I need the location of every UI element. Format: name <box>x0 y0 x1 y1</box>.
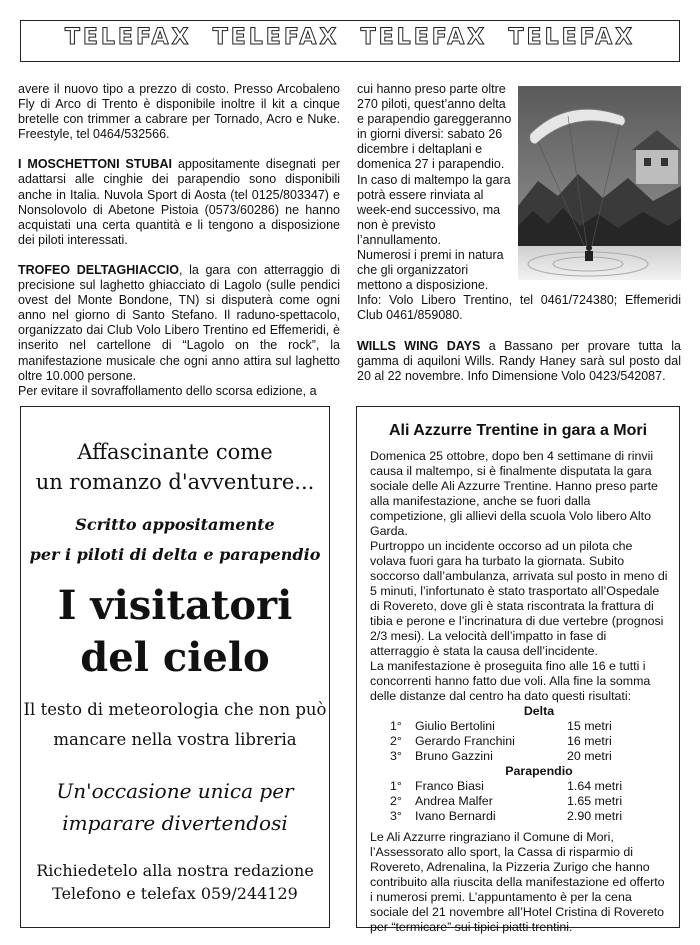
results-delta <box>370 719 668 764</box>
ad-description-line-1: Il testo di meteorologia che non può <box>23 700 327 719</box>
ad-intro-line-2: un romanzo d'avventure... <box>35 470 315 494</box>
result-row <box>370 794 668 809</box>
result-rank: 1° <box>390 719 402 733</box>
lead-trofeo: TROFEO DELTAGHIACCIO <box>18 262 180 277</box>
ad-contact-line-2: Telefono e telefax 059/244129 <box>52 884 298 903</box>
ad-occasion-line-2: imparare divertendosi <box>62 811 288 835</box>
book-advertisement <box>20 406 330 928</box>
left-column <box>18 82 340 399</box>
paragraph-wills <box>357 339 681 384</box>
result-value: 1.64 metri <box>567 779 623 793</box>
result-value: 15 metri <box>567 719 612 733</box>
paragraph-sovraffollamento: Per evitare il sovraffollamento dello scorsa edizione, a <box>18 383 317 398</box>
paragraph-premi: Numerosi i premi in natura che gli organizzatori mettono a disposizione. <box>357 248 504 293</box>
paraglider-photo-graphic <box>518 86 681 280</box>
news-title: Ali Azzurre Trentine in gara a Mori <box>388 422 648 439</box>
text-wills: a Bassano per provare tutta la gamma di aquiloni Wills. Randy Haney sarà sul posto dal 20 al 22 novembre. Info Dimensione Volo 0423/542087. <box>357 338 681 383</box>
ad-subtitle-line-2: per i piloti di delta e parapendio <box>29 545 321 564</box>
news-paragraph-4: Le Ali Azzurre ringraziano il Comune di Mori, l’Assessorato allo sport, la Cassa di risparmio di Rovereto, Adrenalina, la Pizzeria Zurigo che hanno contribuito alla riuscita della manifestazione ed offerto i numerosi premi. L’appuntamento è per la cena sociale del 21 novembre all’Hotel Cristina di Rovereto per “termicare” sui tipici piatti trentini. <box>370 830 665 934</box>
ad-intro-line-1: Affascinante come <box>77 440 273 464</box>
ad-description-line-2: mancare nella vostra libreria <box>53 730 297 749</box>
text-moschettoni: appositamente disegnati per adattarsi alle cinghie dei parapendio sono disponibili anche in Italia. Nuvola Sport di Aosta (tel 0125/803347) e Nonsolovolo di Abetone Pistoia (0573/60286) ne hanno acquistati una certa quantità e li tengono a disposizione dei piloti interessati. <box>18 157 340 247</box>
result-value: 16 metri <box>567 734 612 748</box>
result-row <box>370 734 668 749</box>
result-value: 2.90 metri <box>567 809 623 823</box>
lead-wills: WILLS WING DAYS <box>357 338 481 353</box>
result-rank: 3° <box>390 749 402 763</box>
paragraph-info: Info: Volo Libero Trentino, tel 0461/724380; Effemeridi Club 0461/859080. <box>357 293 681 323</box>
result-rank: 2° <box>390 734 402 748</box>
news-box <box>356 406 680 934</box>
result-value: 20 metri <box>567 749 612 763</box>
result-value: 1.65 metri <box>567 794 623 808</box>
result-name: Bruno Gazzini <box>415 749 493 763</box>
result-row <box>370 809 668 824</box>
news-paragraph-3: La manifestazione è proseguita fino alle 16 e tutti i concorrenti hanno fatto due voli. Alla fine la somma delle distanze dal centro ha dato questi risultati: <box>370 659 651 703</box>
telefax-banner <box>20 20 680 62</box>
result-name: Ivano Bernardi <box>415 809 496 823</box>
result-row <box>370 719 668 734</box>
ad-contact-line-1: Richiedetelo alla nostra redazione <box>36 861 314 880</box>
result-name: Andrea Malfer <box>415 794 493 808</box>
result-rank: 2° <box>390 794 402 808</box>
result-rank: 1° <box>390 779 402 793</box>
paragraph-moschettoni <box>18 157 340 248</box>
result-name: Giulio Bertolini <box>415 719 495 733</box>
banner-text: TELEFAX TELEFAX TELEFAX TELEFAX <box>64 25 636 50</box>
result-name: Franco Biasi <box>415 779 484 793</box>
lead-moschettoni: I MOSCHETTONI STUBAI <box>18 157 173 172</box>
ad-book-title-line-1: I visitatori <box>57 582 293 629</box>
paragraph-arcobaleno: avere il nuovo tipo a prezzo di costo. Presso Arcobaleno Fly di Arco di Trento è disponibile inoltre il kit a cinque bretelle con trimmer a cabrare per Tornado, Acro e Nuke. Freestyle, tel 0464/532566. <box>18 82 340 142</box>
ad-book-title-line-2: del cielo <box>80 634 270 681</box>
results-heading-delta: Delta <box>523 704 555 718</box>
results-heading-parapendio: Parapendio <box>505 764 573 778</box>
results-parapendio <box>370 779 668 824</box>
ad-occasion-line-1: Un'occasione unica per <box>56 779 294 803</box>
result-rank: 3° <box>390 809 402 823</box>
news-paragraph-1: Domenica 25 ottobre, dopo ben 4 settimane di rinvii causa il maltempo, si è finalmente disputata la gara sociale delle Ali Azzurre Trentine. Hanno preso parte alla manifestazione, anche se fuori dalla competizione, gli allievi della scuola Volo libero Alto Garda. <box>370 449 658 538</box>
paragraph-gara-piloti: cui hanno preso parte oltre 270 piloti, quest’anno delta e parapendio gareggeranno in giorni diversi: sabato 26 dicembre i deltaplani e domenica 27 i parapendio. In caso di maltempo la gara potrà essere rinviata al week-end successivo, ma non è previsto l’annullamento. <box>357 82 512 247</box>
text-trofeo: , la gara con atterraggio di precisione sul laghetto ghiacciato di Lagolo (sulle pendici ovest del Monte Bondone, TN) si disputerà come ogni anno nel giorno di Santo Stefano. Il raduno-spettacolo, organizzato dai Club Volo Libero Trentino ed Effemeridi, è inserito nel cartellone di “Lagolo on the rock”, la manifestazione musicale che ogni anno attira sul laghetto oltre 10.000 persone. <box>18 262 340 383</box>
result-row <box>370 749 668 764</box>
result-name: Gerardo Franchini <box>415 734 515 748</box>
news-body <box>370 449 668 935</box>
result-row <box>370 779 668 794</box>
paragraph-trofeo <box>18 263 340 384</box>
ad-subtitle-line-1: Scritto appositamente <box>75 515 275 534</box>
paraglider-photo <box>518 86 681 280</box>
news-paragraph-2: Purtroppo un incidente occorso ad un pilota che volava fuori gara ha turbato la giornata. Subito soccorso dall’ambulanza, arrivata sul posto in meno di 5 minuti, l’infortunato è stato trasportato all’Ospedale di Rovereto, dove gli è stata riscontrata la frattura di tibia e perone e l’incrinatura di due vertebre (prognosi 2/3 mesi). La velocità dell’impatto in fase di atterraggio è stata la causa dell’incidente. <box>370 539 668 658</box>
